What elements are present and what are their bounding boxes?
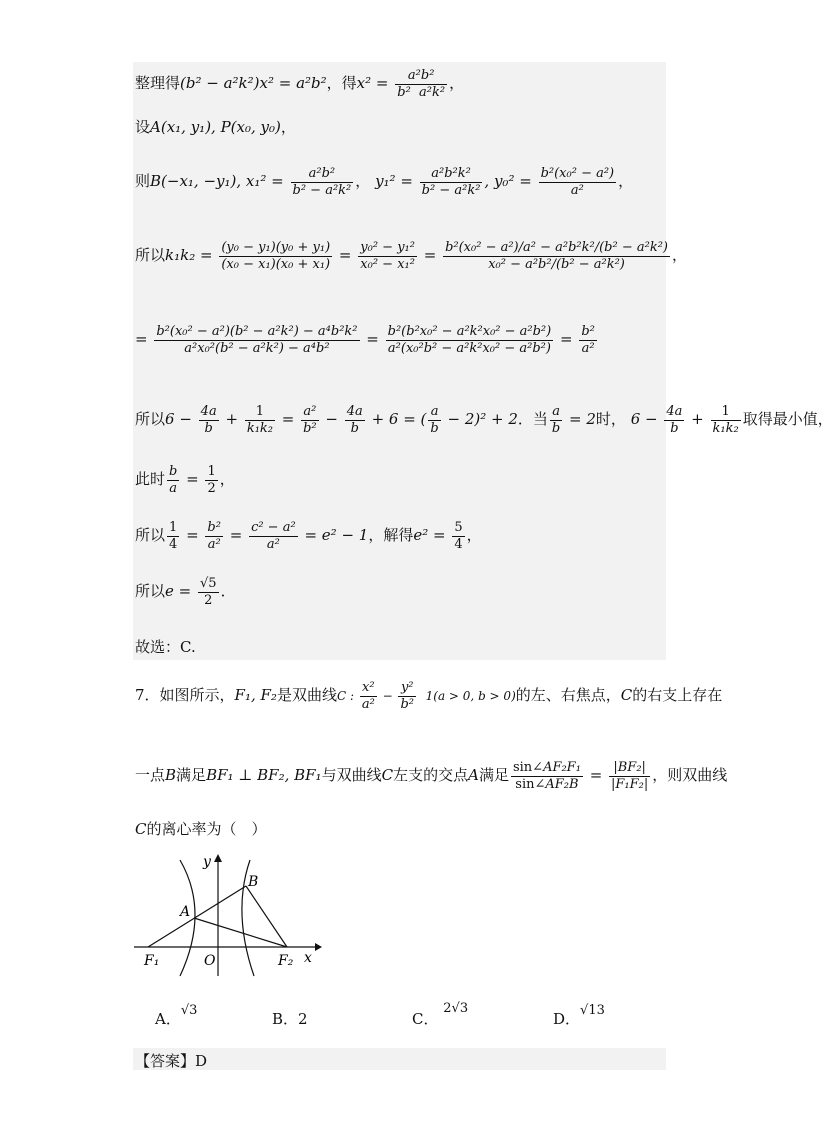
text: 满足 <box>176 766 207 785</box>
label-x: x <box>304 950 312 966</box>
solution-line-3: 则B(−x₁, −y₁), x₁² = $\frac{\text{a²b²}}{\text{b² − a²k²}}$ ， y₁² = $\frac{\text{a²b²k²}}{\text{b² − a²k²}}$ , y₀² = $\frac{\text{b²(x₀² − a²)}}{\text{a²}}$ ， <box>135 166 634 198</box>
label-a: A <box>180 904 191 920</box>
solution-line-4: 所以k₁k₂ = $\frac{\text{(y₀ − y₁)(y₀ + y₁)}}{\text{(x₀ − x₁)(x₀ + x₁)}}$ = $\frac{\text{y₀² − y₁²}}{\text{x₀² − x₁²}}$ = $\frac{\text{b²(x₀² − a²)/a² − a²b²k²/(b² − a²k²)}}{\text{x₀² − a²b²/(b² − a²k²)}}$ ， <box>135 240 687 272</box>
option-d[interactable] <box>553 1003 605 1029</box>
label-f2: F₂ <box>278 953 294 969</box>
text: 所以 <box>135 246 166 265</box>
text: ， <box>355 172 371 191</box>
text: ， <box>219 470 235 489</box>
text: ， <box>671 246 687 265</box>
answer-shade <box>133 1048 666 1070</box>
label-b: B <box>248 874 259 890</box>
text: 一点 <box>135 766 166 785</box>
solution-line-1: 整理得(b² − a²k²)x² = a²b²，得x² = $\frac{\text{a²b²}}{\text{b² a²k²}}$ ， <box>135 68 465 100</box>
question-line-1: 7．如图所示，F₁, F₂是双曲线C : $\frac{\text{x²}}{\text{a²}}$ − $\frac{\text{y²}}{\text{b²}}$ 1(a > 0, b > 0)的左、右焦点，C的右支上存在 <box>135 680 723 712</box>
label-f1: F₁ <box>144 953 160 969</box>
text: 取得最小值， <box>742 410 833 429</box>
text: 是双曲线 <box>276 686 337 705</box>
text: 左支的交点 <box>393 766 469 785</box>
solution-line-7: 此时 $\frac{b}{a}$ = $\frac{1}{2}$ ， <box>135 464 235 496</box>
text: ，则双曲线 <box>652 766 728 785</box>
solution-shade <box>133 62 666 660</box>
option-c[interactable] <box>412 1001 469 1029</box>
question-line-2: 一点B满足BF₁ ⊥ BF₂, BF₁与双曲线C左支的交点A满足 $\frac{\text{sin∠AF₂F₁}}{\text{sin∠AF₂B}}$ = $\frac{\text{|BF₂|}}{\text{|F₁F₂|}}$ ，则双曲线 <box>135 760 728 792</box>
text: ，解得 <box>368 526 414 545</box>
solution-line-10 <box>135 638 196 656</box>
option-letter: B． <box>272 1010 299 1028</box>
text: 时， <box>595 410 626 429</box>
option-b[interactable] <box>272 1008 308 1029</box>
option-letter: C． <box>412 1010 439 1028</box>
option-value: √3 <box>180 1003 198 1018</box>
x-axis-arrow <box>315 943 322 951</box>
answer: 【答案】D <box>135 1052 208 1070</box>
option-value: 2 <box>298 1010 308 1028</box>
option-letter: D． <box>553 1010 581 1028</box>
text: 所以 <box>135 582 166 601</box>
text: ，得 <box>326 74 357 93</box>
segment-a-f2 <box>194 918 287 947</box>
option-letter: A． <box>155 1010 181 1028</box>
hyperbola-figure <box>132 852 332 982</box>
solution-line-2: 设A(x₁, y₁), P(x₀, y₀)， <box>135 118 296 136</box>
text: 的右支上存在 <box>632 686 723 705</box>
segment-b-f2 <box>246 886 287 947</box>
text: ， <box>449 74 465 93</box>
text: ， <box>280 118 296 136</box>
label-o: O <box>204 953 216 969</box>
question-number: 7．如图所示， <box>135 686 235 705</box>
option-a[interactable] <box>155 1003 198 1029</box>
text: 设 <box>135 118 151 136</box>
text: ， <box>466 526 482 545</box>
y-axis-arrow <box>214 854 222 862</box>
text: 与双曲线 <box>321 766 382 785</box>
question-line-3: C的离心率为（ ） <box>135 820 267 838</box>
text: 则 <box>135 172 151 191</box>
text: 所以 <box>135 410 166 429</box>
text: 故选：C. <box>135 638 196 656</box>
option-value: 2√3 <box>443 1001 469 1016</box>
solution-line-6: 所以6 − $\frac{4a}{b}$ + $\frac{1}{\text{k₁k₂}}$ = $\frac{\text{a²}}{\text{b²}}$ − $\frac{4a}{b}$ + 6 = ( $\frac{a}{b}$ − 2)² + 2．当 $\frac{a}{b}$ = 2时， 6 − $\frac{4a}{b}$ + $\frac{1}{\text{k₁k₂}}$ 取得最小值， <box>135 404 833 436</box>
segment-f1-b <box>148 886 246 947</box>
solution-line-9: 所以e = $\frac{√5}{2}$ ． <box>135 576 236 608</box>
solution-line-5: = $\frac{\text{b²(x₀² − a²)(b² − a²k²) − a⁴b²k²}}{\text{a²x₀²(b² − a²k²) − a⁴b²}}$ = $\frac{\text{b²(b²x₀² − a²k²x₀² − a²b²)}}{\text{a²(x₀²b² − a²k²x₀² − a²b²)}}$ = $\frac{\text{b²}}{\text{a²}}$ <box>135 324 595 356</box>
text: 满足 <box>478 766 509 785</box>
option-value: √13 <box>580 1003 605 1018</box>
label-y: y <box>203 854 211 870</box>
text: 整理得 <box>135 74 181 93</box>
text: 此时 <box>135 470 166 489</box>
solution-line-8: 所以 $\frac{1}{4}$ = $\frac{\text{b²}}{\text{a²}}$ = $\frac{\text{c² − a²}}{\text{a²}}$ = e² − 1，解得e² = $\frac{5}{4}$ ， <box>135 520 482 552</box>
answer-line <box>135 1052 207 1070</box>
text: 的离心率为（ ） <box>146 820 267 838</box>
text: ．当 <box>517 410 548 429</box>
text: 所以 <box>135 526 166 545</box>
text: ． <box>220 582 236 601</box>
text: ， <box>618 172 634 191</box>
text: 的左、右焦点， <box>515 686 621 705</box>
